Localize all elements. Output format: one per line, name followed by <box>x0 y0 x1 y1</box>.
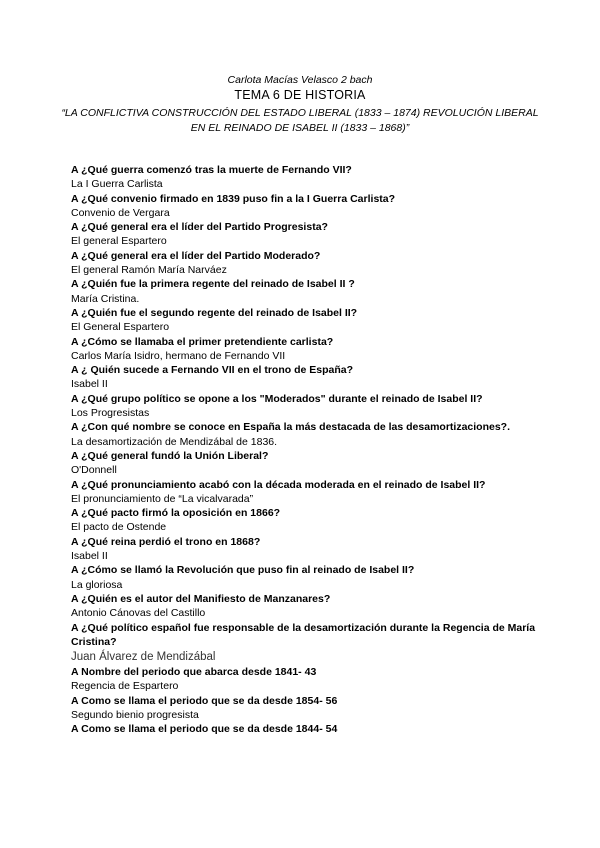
question-3: A ¿Qué general era el líder del Partido Progresista? <box>71 221 328 234</box>
question-1: A ¿Qué guerra comenzó tras la muerte de Fernando VII? <box>71 164 352 176</box>
answer-13: El pacto de Ostende <box>71 521 167 534</box>
question-6: A ¿Quién fue el segundo regente del reinado de Isabel II? <box>71 306 358 319</box>
question-18: A Nombre del periodo que abarca desde 1841- 43 <box>71 666 317 679</box>
page-title: TEMA 6 DE HISTORIA <box>234 88 366 102</box>
question-19: A Como se llama el periodo que se da desde 1854- 56 <box>71 694 338 707</box>
question-17: A ¿Qué político español fue responsable de la desamortización durante la Regencia de María Cristina? <box>71 621 536 648</box>
answer-7: Carlos María Isidro, hermano de Fernando VII <box>71 349 286 362</box>
question-2: A ¿Qué convenio firmado en 1839 puso fin a la I Guerra Carlista? <box>71 192 396 205</box>
answer-1: La I Guerra Carlista <box>71 178 163 191</box>
answer-14: Isabel II <box>71 550 108 563</box>
answer-5: María Cristina. <box>71 292 140 305</box>
answer-9: Los Progresistas <box>71 407 150 420</box>
qa-list <box>71 163 541 737</box>
answer-6: El General Espartero <box>71 321 170 334</box>
question-12: A ¿Qué pronunciamiento acabó con la década moderada en el reinado de Isabel II? <box>71 478 486 491</box>
question-9: A ¿Qué grupo político se opone a los "Moderados" durante el reinado de Isabel II? <box>71 392 483 405</box>
answer-17: Juan Álvarez de Mendizábal <box>71 651 216 664</box>
answer-3: El general Espartero <box>71 235 167 248</box>
question-5: A ¿Quién fue la primera regente del reinado de Isabel II ? <box>71 278 355 291</box>
question-10: A ¿Con qué nombre se conoce en España la más destacada de las desamortizaciones?. <box>71 421 511 434</box>
answer-15: La gloriosa <box>71 578 123 591</box>
answer-19: Segundo bienio progresista <box>71 708 199 721</box>
question-15: A ¿Cómo se llamó la Revolución que puso fin al reinado de Isabel II? <box>71 564 415 577</box>
answer-10: La desamortización de Mendizábal de 1836. <box>71 435 278 448</box>
question-8: A ¿ Quién sucede a Fernando VII en el trono de España? <box>71 364 353 377</box>
question-7: A ¿Cómo se llamaba el primer pretendiente carlista? <box>71 335 334 348</box>
author-line: Carlota Macías Velasco 2 bach <box>227 74 373 86</box>
question-16: A ¿Quién es el autor del Manifiesto de Manzanares? <box>71 592 331 605</box>
answer-12: El pronunciamiento de “La vicalvarada” <box>71 492 254 505</box>
answer-11: O'Donnell <box>71 464 117 477</box>
question-13: A ¿Qué pacto firmó la oposición en 1866? <box>71 507 281 520</box>
question-11: A ¿Qué general fundó la Unión Liberal? <box>71 449 269 462</box>
answer-18: Regencia de Espartero <box>71 680 179 693</box>
question-20: A Como se llama el periodo que se da desde 1844- 54 <box>71 723 338 736</box>
answer-4: El general Ramón María Narváez <box>71 264 227 277</box>
answer-16: Antonio Cánovas del Castillo <box>71 607 206 620</box>
answer-2: Convenio de Vergara <box>71 206 170 219</box>
question-14: A ¿Qué reina perdió el trono en 1868? <box>71 535 261 548</box>
question-4: A ¿Qué general era el líder del Partido Moderado? <box>71 249 321 262</box>
answer-8: Isabel II <box>71 378 108 391</box>
page-subtitle: “LA CONFLICTIVA CONSTRUCCIÓN DEL ESTADO LIBERAL (1833 – 1874) REVOLUCIÓN LIBERAL EN EL REINADO DE ISABEL II (1833 – 1868)” <box>61 107 539 134</box>
